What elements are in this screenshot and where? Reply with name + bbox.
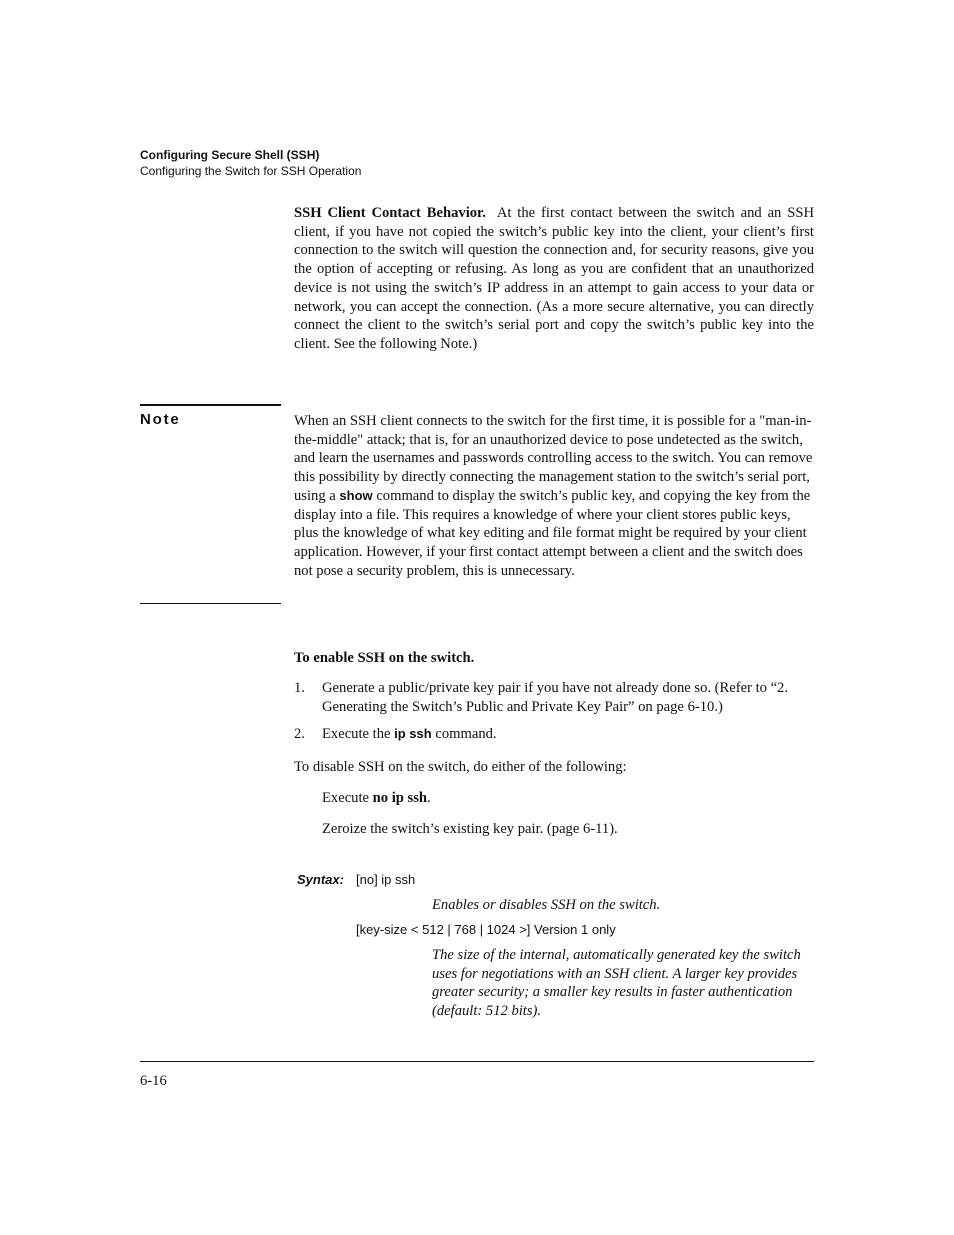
syntax-option: [key-size < 512 | 768 | 1024 >] Version 1 only — [356, 922, 616, 937]
step-2-suffix: command. — [435, 726, 497, 742]
step-2-command: ip ssh — [394, 726, 432, 741]
section-title: Configuring the Switch for SSH Operation — [140, 164, 362, 178]
disable-intro: To disable SSH on the switch, do either of the following: — [294, 759, 627, 775]
disable-option-1-prefix: Execute — [322, 790, 369, 806]
step-2-text — [322, 725, 497, 744]
note-command: show — [339, 487, 373, 503]
page-number: 6-16 — [140, 1073, 167, 1089]
note-text-before: When an SSH client connects to the switch for the first time, it is possible for a "man-in-the-middle" attack; that is, for an unauthorized device to pose undetected as the switch, and learn the usernames and passwords controlling access to the switch. You can remove this possibility by directly connecting the management station to the switch’s serial port, using a — [294, 413, 813, 504]
client-contact-paragraph — [294, 204, 814, 354]
note-text — [294, 412, 814, 580]
footer-rule — [140, 1061, 814, 1062]
syntax-command-description: Enables or disables SSH on the switch. — [432, 897, 661, 913]
step-2-number: 2. — [294, 726, 305, 742]
disable-option-2: Zeroize the switch’s existing key pair. (page 6-11). — [322, 821, 618, 837]
chapter-title: Configuring Secure Shell (SSH) — [140, 148, 320, 162]
note-label: Note — [140, 411, 181, 428]
disable-option-1-command: no ip ssh — [372, 790, 428, 806]
note-bottom-rule — [140, 603, 281, 604]
enable-heading: To enable SSH on the switch. — [294, 650, 475, 666]
step-1-number: 1. — [294, 680, 305, 696]
syntax-command: [no] ip ssh — [356, 872, 416, 887]
note-text-after: command to display the switch’s public key, and copying the key from the display into a file. This requires a knowledge of where your client stores public keys, plus the knowledge of what key editing and file format might be required by your client application. However, if your first contact attempt between a client and the switch does not pose a security problem, this is unnecessary. — [294, 487, 811, 579]
syntax-label: Syntax: — [297, 872, 344, 887]
client-contact-heading: SSH Client Contact Behavior. — [294, 205, 486, 221]
disable-option-1 — [322, 789, 431, 808]
disable-option-1-suffix: . — [427, 790, 431, 806]
step-2-prefix: Execute the — [322, 726, 391, 742]
syntax-option-description: The size of the internal, automatically generated key the switch uses for negotiations with an SSH client. A larger key provides greater security; a smaller key results in faster authentication (default: 512 bits). — [432, 947, 801, 1020]
note-top-rule — [140, 404, 281, 406]
client-contact-body: At the first contact between the switch and an SSH client, if you have not copied the switch’s public key into the client, your client’s first connection to the switch will question the connection and, for security reasons, give you the option of accepting or refusing. As long as you are confident that an unauthorized device is not using the switch’s IP address in an attempt to gain access to your data or network, you can accept the connection. (As a more secure alternative, you can directly connect the client to the switch’s serial port and copy the switch’s public key into the client. See the following Note.) — [294, 205, 814, 352]
step-1-text: Generate a public/private key pair if you have not already done so. (Refer to “2. Generating the Switch’s Public and Private Key Pair” on page 6-10.) — [322, 680, 789, 715]
